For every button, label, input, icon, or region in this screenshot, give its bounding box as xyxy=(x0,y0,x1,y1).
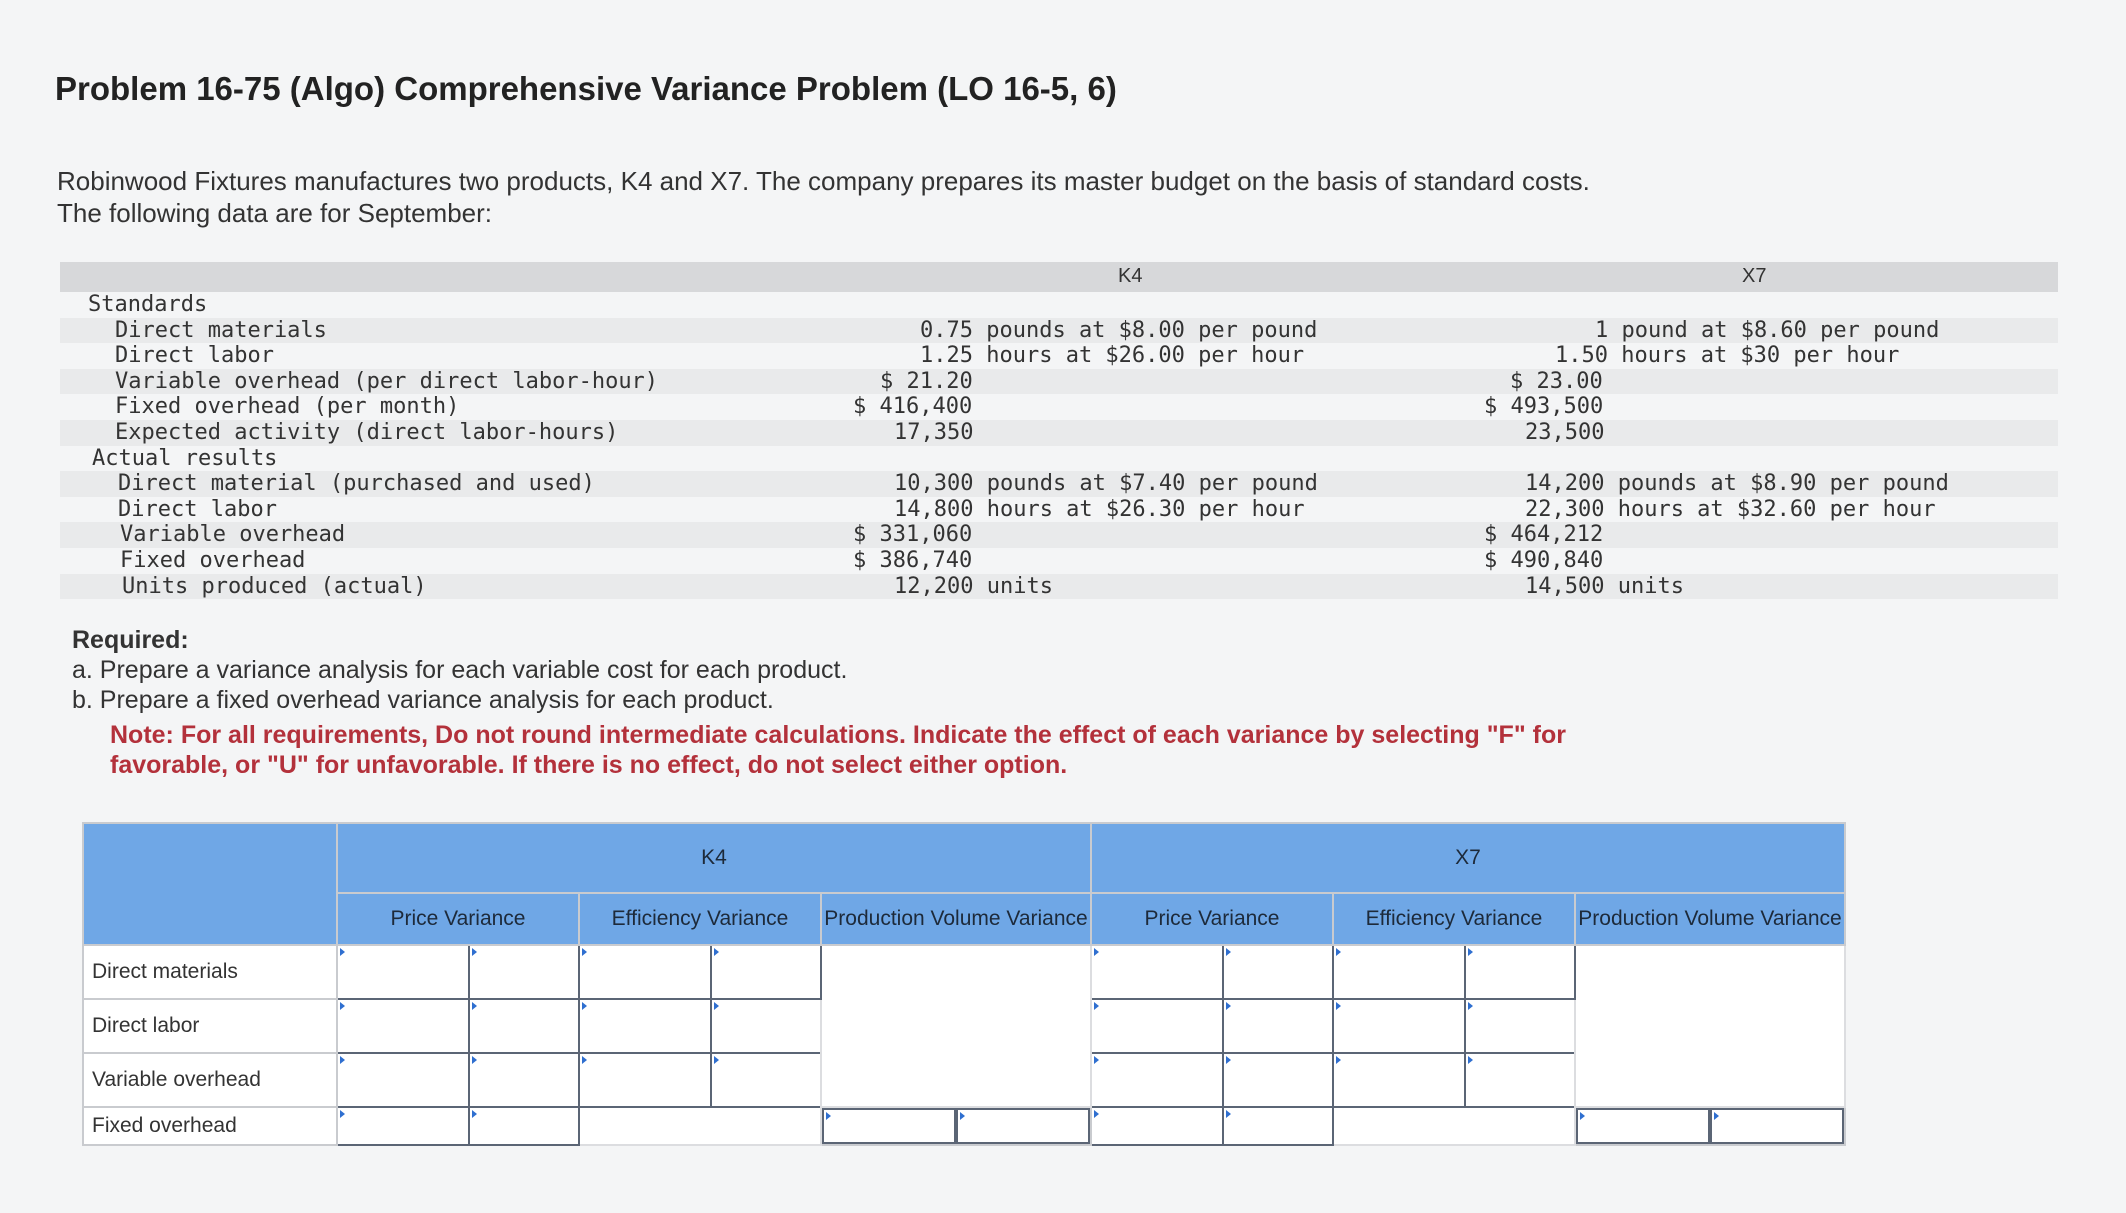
row-label: Direct labor xyxy=(118,496,277,522)
k4-foh-price-effect-select[interactable] xyxy=(469,1107,579,1145)
x7-value: 1 pound at $8.60 per pound xyxy=(1595,317,1940,343)
row-label-direct-labor: Direct labor xyxy=(83,999,337,1053)
data-row xyxy=(60,548,2058,574)
grid-row-fixed-overhead xyxy=(83,1107,1845,1145)
k4-foh-volume-input[interactable] xyxy=(822,1108,956,1144)
k4-foh-price-input[interactable] xyxy=(337,1107,469,1145)
data-row xyxy=(60,318,2058,344)
data-row xyxy=(60,420,2058,446)
k4-value: 1.25 hours at $26.00 per hour xyxy=(920,343,1305,369)
row-label-variable-overhead: Variable overhead xyxy=(83,1053,337,1107)
k4-voh-price-effect-select[interactable] xyxy=(469,1053,579,1107)
k4-value: 17,350 xyxy=(894,419,974,445)
k4-foh-volume-cell xyxy=(821,1107,1091,1145)
x7-value: 1.50 hours at $30 per hour xyxy=(1555,343,1900,369)
k4-dm-price-effect-select[interactable] xyxy=(469,945,579,999)
required-b: b. Prepare a fixed overhead variance analysis for each product. xyxy=(72,686,774,714)
col-header-k4: K4 xyxy=(1118,265,1143,287)
k4-value: $ 331,060 xyxy=(853,522,973,548)
row-label-fixed-overhead: Fixed overhead xyxy=(83,1107,337,1145)
k4-value: 10,300 pounds at $7.40 per pound xyxy=(894,471,1318,497)
k4-efficiency-header: Efficiency Variance xyxy=(579,893,821,945)
problem-title: Problem 16-75 (Algo) Comprehensive Variance Problem (LO 16-5, 6) xyxy=(55,70,1117,107)
row-label: Fixed overhead xyxy=(120,547,306,573)
data-row xyxy=(60,574,2058,600)
data-row xyxy=(60,497,2058,523)
standards-label: Standards xyxy=(88,292,208,317)
problem-intro xyxy=(57,165,1590,229)
row-label: Variable overhead xyxy=(120,522,346,548)
k4-voh-efficiency-effect-select[interactable] xyxy=(711,1053,821,1107)
intro-line-1: Robinwood Fixtures manufactures two products, K4 and X7. The company prepares its master budget on the basis of standard costs. xyxy=(57,166,1590,196)
k4-dl-price-input[interactable] xyxy=(337,999,469,1053)
k4-value: $ 416,400 xyxy=(853,394,973,420)
row-label: Direct material (purchased and used) xyxy=(118,471,595,497)
standards-heading-row xyxy=(60,292,2058,318)
group-header-x7: X7 xyxy=(1091,823,1845,893)
k4-dl-price-effect-select[interactable] xyxy=(469,999,579,1053)
x7-value: 14,200 pounds at $8.90 per pound xyxy=(1525,471,1949,497)
x7-voh-price-input[interactable] xyxy=(1091,1053,1223,1107)
x7-voh-efficiency-effect-select[interactable] xyxy=(1465,1053,1575,1107)
row-label: Direct labor xyxy=(115,343,274,369)
x7-dm-price-input[interactable] xyxy=(1091,945,1223,999)
grid-row-direct-materials xyxy=(83,945,1845,999)
x7-price-header: Price Variance xyxy=(1091,893,1333,945)
k4-volume-empty xyxy=(821,945,1091,1107)
x7-volume-header: Production Volume Variance xyxy=(1575,893,1845,945)
required-heading: Required: xyxy=(72,626,189,654)
intro-line-2: The following data are for September: xyxy=(57,198,493,228)
actual-label: Actual results xyxy=(92,445,278,471)
required-a: a. Prepare a variance analysis for each variable cost for each product. xyxy=(72,656,848,684)
x7-volume-empty xyxy=(1575,945,1845,1107)
col-header-x7: X7 xyxy=(1742,265,1767,287)
k4-voh-price-input[interactable] xyxy=(337,1053,469,1107)
k4-foh-efficiency-empty xyxy=(579,1107,821,1145)
k4-price-header: Price Variance xyxy=(337,893,579,945)
variance-answer-grid xyxy=(82,822,1846,1146)
data-row xyxy=(60,394,2058,420)
x7-dm-efficiency-effect-select[interactable] xyxy=(1465,945,1575,999)
k4-value: $ 21.20 xyxy=(880,368,973,394)
k4-dm-efficiency-effect-select[interactable] xyxy=(711,945,821,999)
k4-value: 14,800 hours at $26.30 per hour xyxy=(894,496,1305,522)
actual-heading-row xyxy=(60,446,2058,472)
x7-value: $ 490,840 xyxy=(1484,547,1604,573)
k4-voh-efficiency-input[interactable] xyxy=(579,1053,711,1107)
group-header-k4: K4 xyxy=(337,823,1091,893)
x7-efficiency-header: Efficiency Variance xyxy=(1333,893,1575,945)
k4-volume-header: Production Volume Variance xyxy=(821,893,1091,945)
x7-value: 14,500 units xyxy=(1525,573,1684,599)
x7-foh-volume-effect-select[interactable] xyxy=(1710,1108,1844,1144)
x7-foh-price-effect-select[interactable] xyxy=(1223,1107,1333,1145)
x7-dm-price-effect-select[interactable] xyxy=(1223,945,1333,999)
x7-voh-efficiency-input[interactable] xyxy=(1333,1053,1465,1107)
required-note: Note: For all requirements, Do not round intermediate calculations. Indicate the effect of each variance by selecting "F" for favorable, or "U" for unfavorable. If there is no effect, do not select either option. xyxy=(110,721,1566,779)
required-section xyxy=(72,625,847,715)
x7-dm-efficiency-input[interactable] xyxy=(1333,945,1465,999)
x7-value: $ 493,500 xyxy=(1484,394,1604,420)
x7-value: 22,300 hours at $32.60 per hour xyxy=(1525,496,1936,522)
k4-value: $ 386,740 xyxy=(853,547,973,573)
row-label: Expected activity (direct labor-hours) xyxy=(115,419,619,445)
data-row xyxy=(60,343,2058,369)
row-label: Fixed overhead (per month) xyxy=(115,394,460,420)
k4-value: 0.75 pounds at $8.00 per pound xyxy=(920,317,1318,343)
x7-voh-price-effect-select[interactable] xyxy=(1223,1053,1333,1107)
k4-dm-efficiency-input[interactable] xyxy=(579,945,711,999)
data-row xyxy=(60,471,2058,497)
row-label: Variable overhead (per direct labor-hour) xyxy=(115,368,659,394)
row-label: Units produced (actual) xyxy=(122,573,427,599)
data-table xyxy=(60,262,2058,599)
data-table-header xyxy=(60,262,2058,292)
x7-foh-volume-input[interactable] xyxy=(1576,1108,1710,1144)
k4-value: 12,200 units xyxy=(894,573,1053,599)
x7-foh-price-input[interactable] xyxy=(1091,1107,1223,1145)
k4-dl-efficiency-effect-select[interactable] xyxy=(711,999,821,1053)
data-row xyxy=(60,369,2058,395)
x7-value: 23,500 xyxy=(1525,419,1605,445)
x7-foh-efficiency-empty xyxy=(1333,1107,1575,1145)
k4-foh-volume-effect-select[interactable] xyxy=(956,1108,1090,1144)
x7-dl-efficiency-effect-select[interactable] xyxy=(1465,999,1575,1053)
data-row xyxy=(60,522,2058,548)
k4-dm-price-input[interactable] xyxy=(337,945,469,999)
x7-dl-efficiency-input[interactable] xyxy=(1333,999,1465,1053)
row-label: Direct materials xyxy=(115,317,327,343)
x7-foh-volume-cell xyxy=(1575,1107,1845,1145)
x7-value: $ 23.00 xyxy=(1510,368,1603,394)
x7-value: $ 464,212 xyxy=(1484,522,1604,548)
x7-dl-price-effect-select[interactable] xyxy=(1223,999,1333,1053)
k4-dl-efficiency-input[interactable] xyxy=(579,999,711,1053)
grid-corner xyxy=(83,823,337,945)
row-label-direct-materials: Direct materials xyxy=(83,945,337,999)
x7-dl-price-input[interactable] xyxy=(1091,999,1223,1053)
